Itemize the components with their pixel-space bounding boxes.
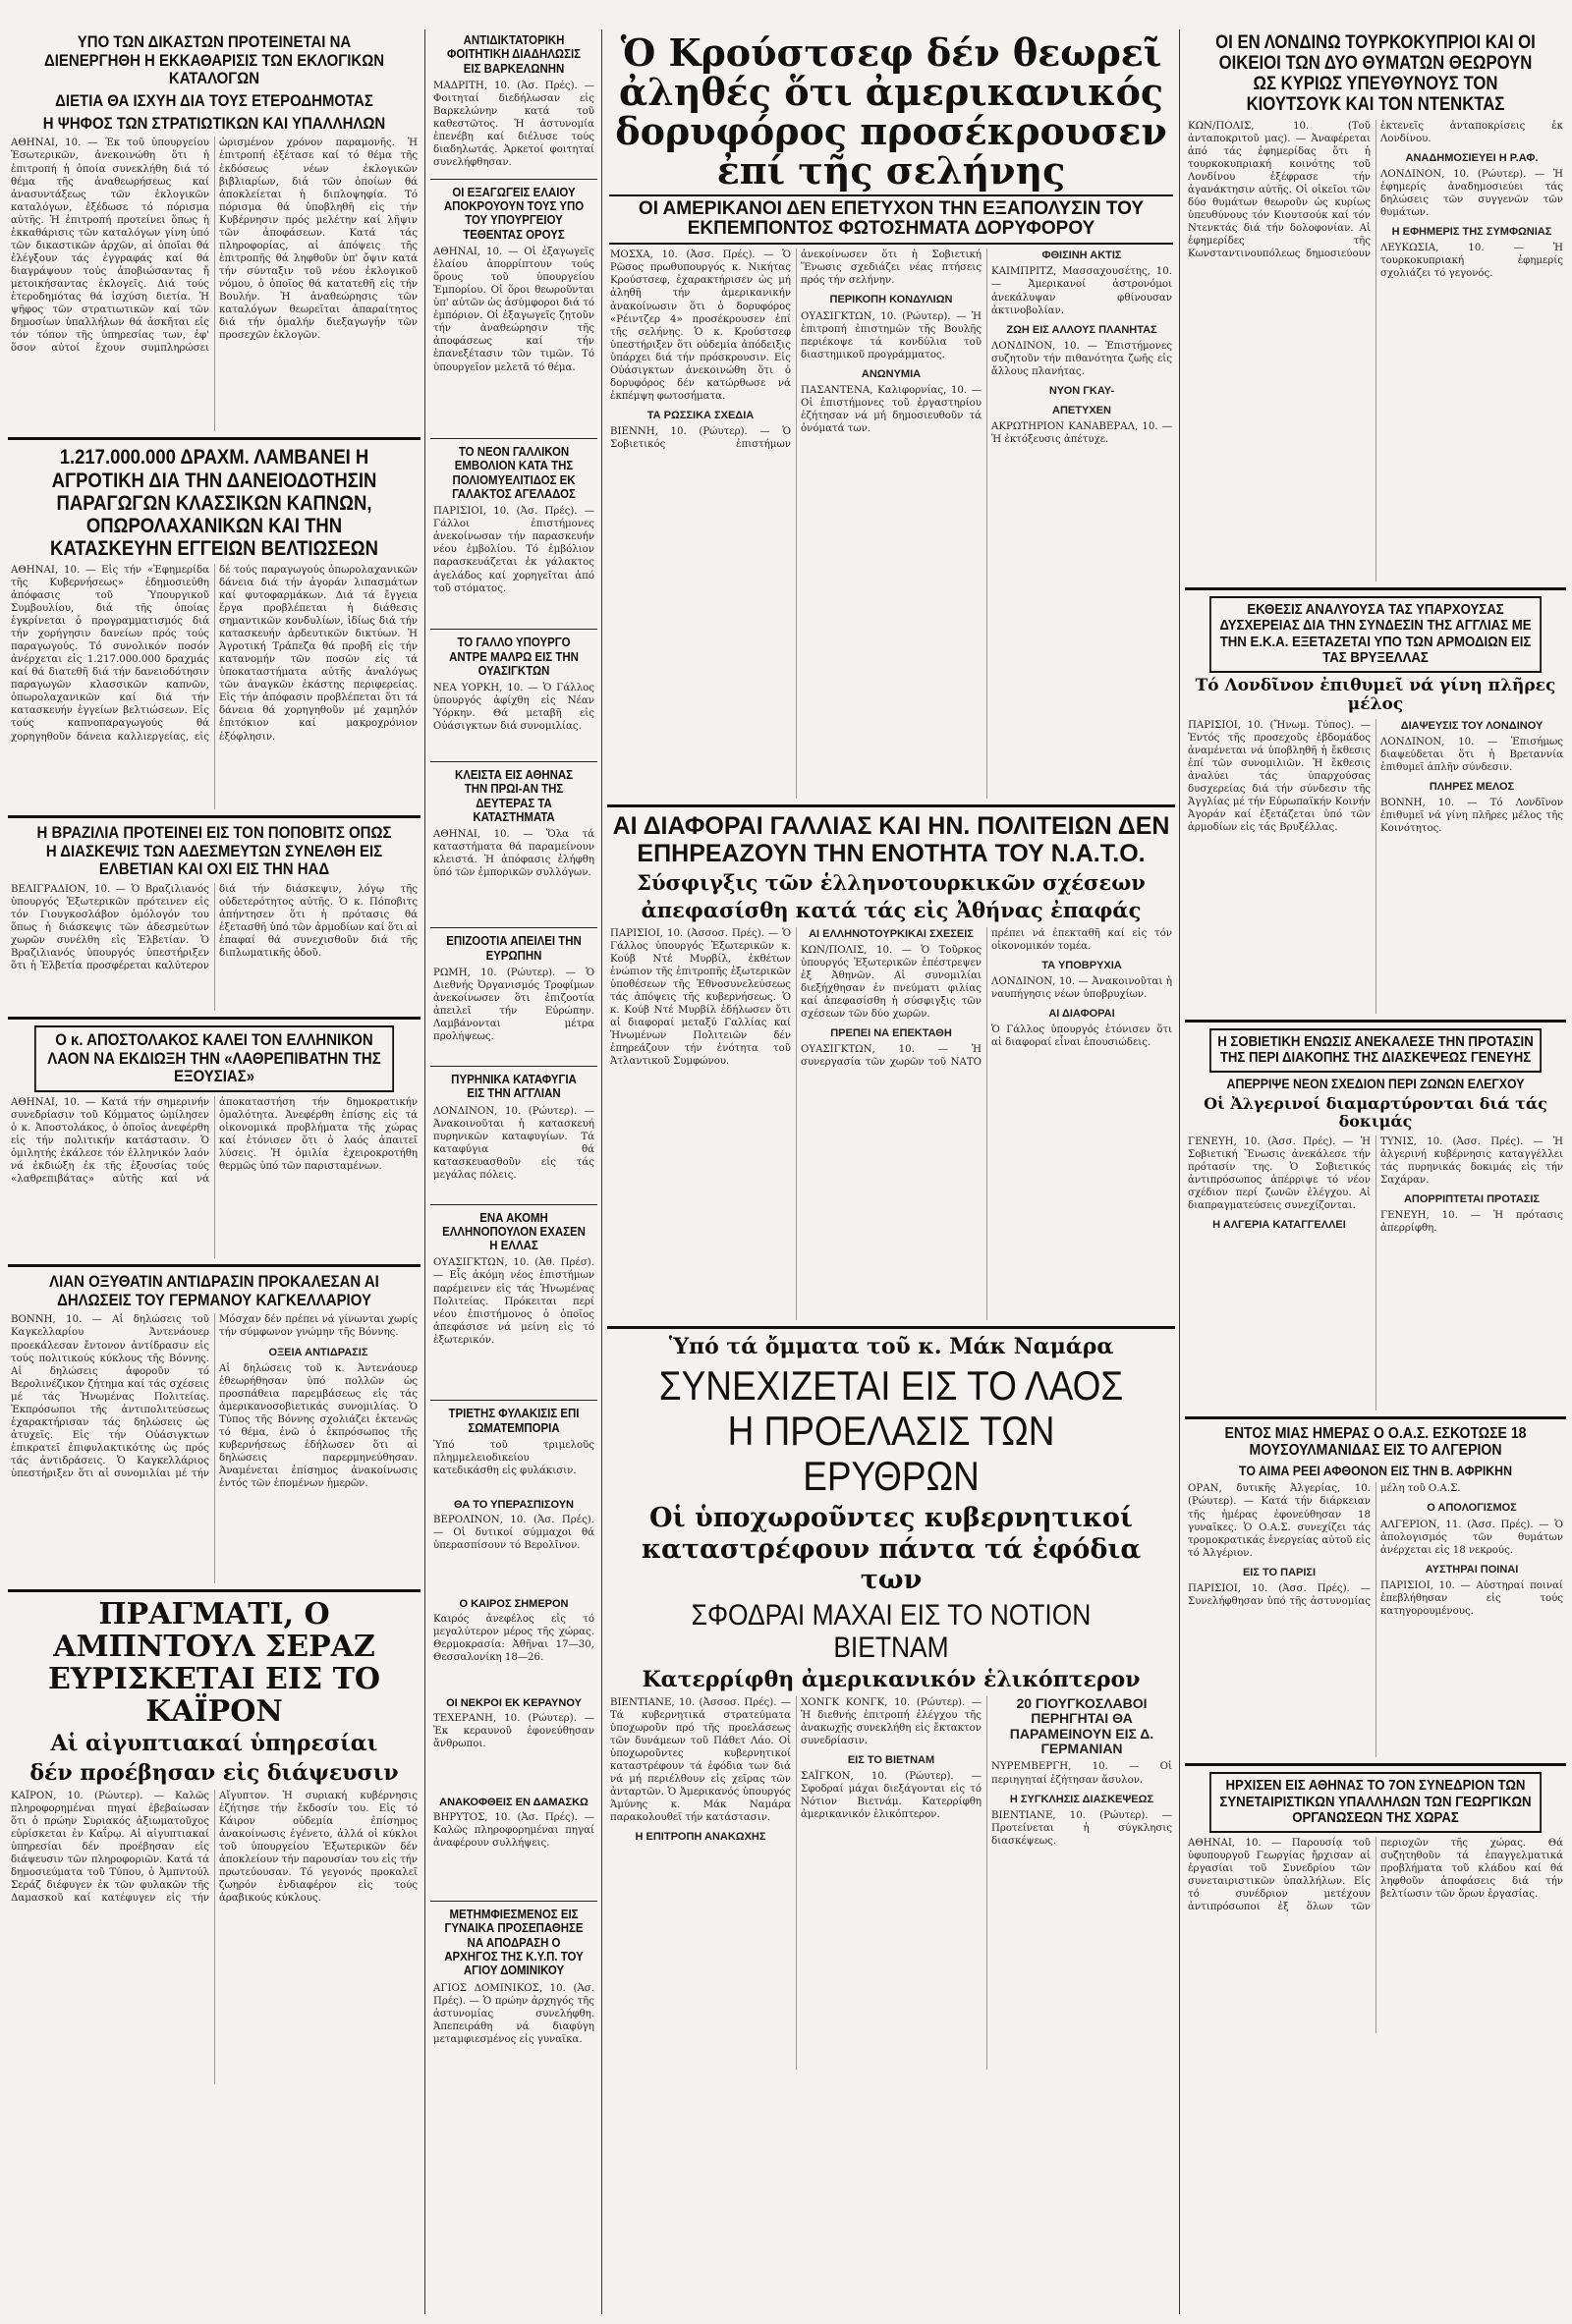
headline-german-chancellor: ΛΙΑΝ ΟΞΥΘΑΤΙΝ ΑΝΤΙΔΡΑΣΙΝ ΠΡΟΚΑΛΕΣΑΝ ΑΙ ΔΗΛΩΣΕΙΣ ΤΟΥ ΓΕΡΜΑΝΟΥ ΚΑΓΚΕΛΛΑΡΙΟΥ [49,1272,379,1309]
article-text: ΤΕΧΕΡΑΝΗ, 10. (Ρώυτερ). — Ἐκ κεραυνοῦ ἐφονεύθησαν ἄνθρωποι. [433,1713,594,1750]
article-greek-youth: ΟΥΑΣΙΓΚΤΩΝ, 10. (Ἀθ. Πρέσ). — Εἷς ἀκόμη νέος ἐπιστήμων παρέμεινεν εἰς τάς Ἡνωμένας Πολιτείας. Πρόκειται περί νέου ἐπιστήμονος ὁ ὁποῖος ἀπεφάσισε νά μείνη εἰς τό ἐξωτερικόν. [433,1257,594,1346]
article-weather: Καιρός ἀνεφέλος εἰς τό μεγαλύτερον μέρος τῆς χώρας. Θερμοκρασία: Ἀθῆναι 17—30, Θεσσαλονίκη 18—26. [433,1614,594,1664]
article-france-usa-nato: ΠΑΡΙΣΙΟΙ, 10. (Ἀσσοσ. Πρές). — Ὁ Γάλλος ὑπουργός Ἐξωτερικῶν κ. Κούβ Ντέ Μυρβίλ, ἐκθέτων ἐνώπιον τῆς ἐπιτροπῆς ἐξωτερικῶν ὑποθέσεων τῆς Ἐθνοσυνελεύσεως τάς ἀπόψεις τῆς κυβερνήσεως. Ὁ κ. Κούβ Ντέ Μυρβίλ ἐδήλωσεν ὅτι αἱ διαφοραί μεταξύ Γαλλίας καί Ἡνωμένων Πολιτειῶν δέν ἐπηρεάζουν τήν ἑνότητα τοῦ Ἀτλαντικοῦ Συμφώνου. ΑΙ ΕΛΛΗΝΟΤΟΥΡΚΙΚΑΙ ΣΧΕΣΕΙΣ ΚΩΝ/ΠΟΛΙΣ, 10. — Ὁ Τοῦρκος ὑπουργός Ἐξωτερικῶν ἐπέστρεψεν ἐξ Ἀθηνῶν. Αἱ συνομιλίαι διεξήχθησαν ἐν πνεύματι φιλίας καί ἀπεφασίσθη ἡ σύσφιγξις τῶν σχέσεων τῶν δύο χωρῶν. ΠΡΕΠΕΙ ΝΑ ΕΠΕΚΤΑΘΗ ΟΥΑΣΙΓΚΤΩΝ, 10. — Ἡ συνεργασία τῶν χωρῶν τοῦ ΝΑΤΟ πρέπει νά ἐπεκταθῆ καί εἰς τόν οἰκονομικόν τομέα. ΤΑ ΥΠΟΒΡΥΧΙΑ ΛΟΝΔΙΝΟΝ, 10. — Ἀνακοινοῦται ἡ ναυπήγησις νέων ὑποβρυχίων. ΑΙ ΔΙΑΦΟΡΑΙ Ὁ Γάλλος ὑπουργός ἐτόνισεν ὅτι αἱ διαφοραί εἶναι ἐπουσιώδεις. [610,927,1172,1069]
article-text: ΝΕΑ ΥΟΡΚΗ, 10. — Ὁ Γάλλος ὑπουργός ἀφίχθη εἰς Νέαν Ὑόρκην. [433,683,594,720]
subhead-failed: ΑΠΕΤΥΧΕΝ [1052,404,1111,416]
headline-cooperative-congress: ΗΡΧΙΣΕΝ ΕΙΣ ΑΘΗΝΑΣ ΤΟ 7ΟΝ ΣΥΝΕΔΡΙΟΝ ΤΩΝ ΣΥΝΕΤΑΙΡΙΣΤΙΚΩΝ ΥΠΑΛΛΗΛΩΝ ΤΩΝ ΓΕΩΡΓΙΚΩΝ ΟΡΓΑΝΩΣΕΩΝ ΤΗΣ ΧΩΡΑΣ [1209,1772,1542,1833]
subhead-vietnam-battles: ΣΦΟΔΡΑΙ ΜΑΧΑΙ ΕΙΣ ΤΟ ΝΟΤΙΟΝ ΒΙΕΤΝΑΜ [691,1598,1092,1664]
divider [8,1017,421,1020]
article-text: ΑΘΗΝΑΙ, 10. — Παρουσίᾳ τοῦ ὑφυπουργοῦ Γεωργίας ἤρχισαν αἱ ἐργασίαι τοῦ Συνεδρίου τῶν συνεταιριστικῶν ὑπαλλήλων. [1188,1837,1371,1888]
headline-turkish-cypriots: ΟΙ ΕΝ ΛΟΝΔΙΝΩ ΤΟΥΡΚΟΚΥΠΡΙΟΙ ΚΑΙ ΟΙ ΟΙΚΕΙΟΙ ΤΩΝ ΔΥΟ ΘΥΜΑΤΩΝ ΘΕΩΡΟΥΝ ΩΣ ΚΥΡΙΩΣ ΥΠΕΥΘΥΝΟΥΣ ΤΟΝ ΚΙΟΥΤΣΟΥΚ ΚΑΙ ΤΟΝ ΝΤΕΝΚΤΑΣ [1215,32,1536,115]
column-4 [1185,29,1566,2314]
divider [1185,587,1566,590]
subhead-harsh-penalties: ΑΥΣΤΗΡΑΙ ΠΟΙΝΑΙ [1425,1563,1519,1576]
article-text: ΑΘΗΝΑΙ, 10. — Ὅλα τά καταστήματα θά παραμείνουν κλειστά. [433,829,594,866]
subhead-full-member: Τό Λονδῖνον ἐπιθυμεῖ νά γίνη πλῆρες μέλος [1195,675,1556,715]
headline-khrushchev-moon: Ὁ Κρούστσεφ δέν θεωρεῖ ἀληθές ὅτι ἀμερικανικός δορυφόρος προσέκρουσεν ἐπί τῆς σελήνης [615,30,1167,193]
article-shops-closed: ΑΘΗΝΑΙ, 10. — Ὅλα τά καταστήματα θά παραμείνουν κλειστά. Ἡ ἀπόφασις ἐλήφθη ὑπό τῶν ἐμπορικῶν συλλόγων. [433,829,594,879]
article-text: ΑΘΗΝΑΙ, 10. — Έκ τοῦ ὑπουργείου Ἐσωτερικῶν, ἀνεκοινώθη ὅτι ἡ ἐπιτροπή ἡ ὁποία συνεκλήθη διά τό θέμα τῆς ἀναθεωρήσεως καί ἀνασυντάξεως τῶν ἐκλογικῶν καταλόγων, ἐξέδωσε τό πόρισμα αὐτῆς. [11,138,209,226]
subhead-greek-turkish: Σύσφιγξις τῶν ἑλληνοτουρκικῶν σχέσεων [637,870,1146,896]
headline-weather: Ο ΚΑΙΡΟΣ ΣΗΜΕΡΟΝ [459,1598,569,1611]
headline-malraux: ΤΟ ΓΑΛΛΟ ΥΠΟΥΡΓΟ ΑΝΤΡΕ ΜΑΛΡΩ ΕΙΣ ΤΗΝ ΟΥΑΣΙΓΚΤΩΝ [449,635,579,678]
article-text: ΚΑΪΡΟΝ, 10. (Ρώυτερ). — Καλῶς πληροφορημέναι πηγαί ἐβεβαίωσαν ὅτι ὁ πρώην Συριακός ἀξιωματοῦχος εὑρίσκεται ἐν Καΐρῳ. [11,1791,209,1841]
divider [430,179,597,180]
article-text: Ὑπό τοῦ τριμελοῦς πλημμελειοδικείου κατεδικάσθη εἰς φυλάκισιν. [433,1440,594,1477]
subhead-proposal-rejected: ΑΠΟΡΡΙΠΤΕΤΑΙ ΠΡΟΤΑΣΙΣ [1403,1193,1541,1206]
article-text: ΛΟΝΔΙΝΟΝ, 10. (Ρώυτερ). — Ἀνακοινοῦται ἡ κατασκευή πυρηνικῶν καταφυγίων. [433,1105,594,1142]
article-text: ΑΘΗΝΑΙ, 10. — Οἱ ἐξαγωγεῖς ἐλαίου ἀπορρίπτουν τούς ὅρους τοῦ ὑπουργείου Ἐμπορίου. [433,247,594,297]
article-text: ΒΙΕΝΤΙΑΝΕ, 10. (Ἀσσοσ. Πρές). — Τά κυβερνητικά στρατεύματα ὑποχωροῦν πρό τῆς προελάσεως τῶν δυνάμεων τοῦ Πάθετ Λάο. [610,1696,791,1747]
subhead-control-zones: ΑΠΕΡΡΙΨΕ ΝΕΟΝ ΣΧΕΔΙΟΝ ΠΕΡΙ ΖΩΝΩΝ ΕΛΕΓΧΟΥ [1226,1075,1525,1091]
subhead-greek-turkish-relations: ΑΙ ΕΛΛΗΝΟΤΟΥΡΚΙΚΑΙ ΣΧΕΣΕΙΣ [809,927,974,940]
article-text: ΒΟΝΝΗ, 10. — Αἱ δηλώσεις τοῦ Καγκελλαρίου Ἀντενάουερ προεκάλεσαν ἔντονον ἀντίδρασιν εἰς τούς πολιτικούς κύκλους τῆς Βόννης. [11,1314,209,1364]
divider [430,927,597,928]
subhead-sharp-reaction: ΟΞΕΙΑ ΑΝΤΙΔΡΑΣΙΣ [268,1346,368,1358]
subhead-egyptian-services: Αἱ αἰγυπτιακαί ὑπηρεσίαι [50,1731,378,1757]
headline-brazil-popovic: Η ΒΡΑΖΙΛΙΑ ΠΡΟΤΕΙΝΕΙ ΕΙΣ ΤΟΝ ΠΟΠΟΒΙΤΣ ΟΠΩΣ Η ΔΙΑΣΚΕΨΙΣ ΤΩΝ ΑΔΕΣΜΕΥΤΩΝ ΣΥΝΕΛΘΗ ΕΙΣ ΕΛΒΕΤΙΑΝ ΚΑΙ ΟΧΙ ΕΙΣ ΤΗΝ ΗΑΔ [36,822,392,879]
column-2 [430,29,597,2314]
article-german-chancellor: ΒΟΝΝΗ, 10. — Αἱ δηλώσεις τοῦ Καγκελλαρίου Ἀντενάουερ προεκάλεσαν ἔντονον ἀντίδρασιν εἰς τούς πολιτικούς κύκλους τῆς Βόννης. Αἱ δηλώσεις ἀφοροῦν τό Βερολινέζικον ζήτημα καί τάς σχέσεις μέ τάς Ἡνωμένας Πολιτείας. Ἐκπρόσωποι τῆς ἀντιπολιτεύσεως ἐχαρακτήρισαν τάς δηλώσεις ὡς ἀτυχεῖς. Εἰς τήν Οὐάσιγκτων ἐπικρατεῖ ἐπιφυλακτικότης ὡς πρός τάς ἀντιδράσεις. Ὁ Καγκελλάριος ὑπεστήριξεν ὅτι αἱ συνομιλίαι μέ τήν Μόσχαν δέν πρέπει νά γίνωνται χωρίς τήν σύμφωνον γνώμην τῆς Βόννης. ΟΞΕΙΑ ΑΝΤΙΔΡΑΣΙΣ Αἱ δηλώσεις τοῦ κ. Ἀντενάουερ ἐθεωρήθησαν ὑπό πολλῶν ὡς προσπάθεια παρεμβάσεως εἰς τάς ἀμερικανοσοβιετικάς συνομιλίας. Ὁ Τύπος τῆς Βόννης σχολιάζει ἐκτενῶς τό θέμα, ἐνῶ ὁ ἐκπρόσωπος τῆς κυβερνήσεως ἐδήλωσεν ὅτι αἱ δηλώσεις παρερμηνεύθησαν. Ἀναμένεται ἐπίσημος ἀνακοίνωσις ἐντός τῶν ἑπομένων ἡμερῶν. [11,1314,418,1489]
headline-will-defend: ΘΑ ΤΟ ΥΠΕΡΑΣΠΙΣΟΥΝ [453,1499,574,1512]
subhead-helicopter: Κατερρίφθη ἀμερικανικόν ἑλικόπτερον [642,1666,1141,1692]
article-text: ΒΕΡΟΛΙΝΟΝ, 10. (Ἀσ. Πρές). — Οἱ δυτικοί σύμμαχοι θά ὑπερασπίσουν τό Βερολῖνον. [433,1515,594,1552]
article-text: ΠΑΡΙΣΙΟΙ, 10. (Ἀσ. Πρές). — Γάλλοι ἐπιστήμονες ἀνεκοίνωσαν τήν παρασκευήν νέου ἐμβολίου. [433,506,594,556]
article-lightning-dead [433,1712,594,1791]
article-text: ΠΑΡΙΣΙΟΙ, 10. (Ἤνωμ. Τύπος). — Ἐντός τῆς προσεχοῦς ἑβδομάδος ἀναμένεται νά ὑποβληθῆ ἡ ἔκθεσις ἐπί τῶν συνομιλιῶν. [1188,719,1371,769]
article-cooperative-congress: ΑΘΗΝΑΙ, 10. — Παρουσίᾳ τοῦ ὑφυπουργοῦ Γεωργίας ἤρχισαν αἱ ἐργασίαι τοῦ Συνεδρίου τῶν συνεταιριστικῶν ὑπαλλήλων. Εἰς τό συνέδριον μετέχουν ἀντιπρόσωποι ἐξ ὅλων τῶν περιοχῶν τῆς χώρας. Θά συζητηθοῦν τά ἐπαγγελματικά προβλήματα τοῦ κλάδου καί θά ληφθοῦν ἀποφάσεις διά τήν βελτίωσιν τῶν ὅρων ἐργασίας. [1188,1837,1563,1913]
headline-uk-eec: ΕΚΘΕΣΙΣ ΑΝΑΛΥΟΥΣΑ ΤΑΣ ΥΠΑΡΧΟΥΣΑΣ ΔΥΣΧΕΡΕΙΑΣ ΔΙΑ ΤΗΝ ΣΥΝΔΕΣΙΝ ΤΗΣ ΑΓΓΛΙΑΣ ΜΕ ΤΗΝ Ε.Κ.Α. ΕΞΕΤΑΖΕΤΑΙ ΥΠΟ ΤΩΝ ΑΡΜΟΔΙΩΝ ΕΙΣ ΤΑΣ ΒΡΥΞΕΛΛΑΣ [1209,596,1542,673]
subhead-anonymity: ΑΝΩΝΥΜΙΑ [861,367,922,380]
article-text: ΟΥΑΣΙΓΚΤΩΝ, 10. (Ἀθ. Πρέσ). — Εἷς ἀκόμη νέος ἐπιστήμων παρέμεινεν εἰς τάς Ἡνωμένας Πολιτείας. [433,1257,594,1307]
subhead-in-paris: ΕΙΣ ΤΟ ΠΑΡΙΣΙ [1242,1566,1317,1578]
article-barcelona-demo: ΜΑΔΡΙΤΗ, 10. (Ἀσ. Πρές). — Φοιτηταί διεδήλωσαν εἰς Βαρκελώνην κατά τοῦ καθεστῶτος. Ἡ ἀστυνομία ἐπενέβη καί διέλυσε τούς διαδηλωτάς. Ἀρκετοί φοιτηταί συνελήφθησαν. [433,80,594,169]
divider [8,1589,421,1592]
divider [1185,1763,1566,1766]
subhead-in-vietnam: ΕΙΣ ΤΟ ΒΙΕΤΝΑΜ [847,1754,935,1767]
headline-soviet-geneva: Η ΣΟΒΙΕΤΙΚΗ ΕΝΩΣΙΣ ΑΝΕΚΑΛΕΣΕ ΤΗΝ ΠΡΟΤΑΣΙΝ ΤΗΣ ΠΕΡΙ ΔΙΑΚΟΠΗΣ ΤΗΣ ΔΙΑΣΚΕΨΕΩΣ ΓΕΝΕΥΗΣ [1209,1028,1542,1073]
article-soviet-geneva: ΓΕΝΕΥΗ, 10. (Ἀσσ. Πρές). — Ἡ Σοβιετική Ἕνωσις ἀνεκάλεσε τήν πρότασίν της. Ὁ Σοβιετικός ἀντιπρόσωπος ἀπέρριψε τό νέον σχέδιον περί ζωνῶν ἐλέγχου. Αἱ διαπραγματεύσεις συνεχίζονται. Η ΑΛΓΕΡΙΑ ΚΑΤΑΓΓΕΛΛΕΙ ΤΥΝΙΣ, 10. (Ἀσσ. Πρές). — Ἡ ἀλγερινή κυβέρνησις καταγγέλλει τάς πυρηνικάς δοκιμάς εἰς τήν Σαχάραν. ΑΠΟΡΡΙΠΤΕΤΑΙ ΠΡΟΤΑΣΙΣ ΓΕΝΕΥΗ, 10. — Ἡ πρότασις ἀπερρίφθη. [1188,1135,1563,1235]
article-turkish-cypriots: ΚΩΝ/ΠΟΛΙΣ, 10. (Τοῦ ἀνταποκριτοῦ μας). — Ἀναφέρεται ἀπό τάς ἐφημερίδας ὅτι ἡ τουρκοκυπριακή κοινότης τοῦ Λονδίνου ἐξέφρασε τήν ἀγανάκτησιν αὐτῆς. Οἱ οἰκεῖοι τῶν δύο θυμάτων θεωροῦν ὡς κυρίως ὑπευθύνους τόν Κιουτσούκ καί τόν Ντενκτάς διά τήν δολοφονίαν. Αἱ ἐφημερίδες τῆς Κωνσταντινουπόλεως δημοσιεύουν ἐκτενεῖς ἀνταποκρίσεις ἐκ Λονδίνου. ΑΝΑΔΗΜΟΣΙΕΥΕΙ Η Ρ.ΑΦ. ΛΟΝΔΙΝΟΝ, 10. (Ρώυτερ). — Ἡ ἐφημερίς ἀναδημοσιεύει τάς δηλώσεις τῶν συγγενῶν τῶν θυμάτων. Η ΕΦΗΜΕΡΙΣ ΤΗΣ ΣΥΜΦΩΝΙΑΣ ΛΕΥΚΩΣΙΑ, 10. — Ἡ τουρκοκυπριακή ἐφημερίς σχολιάζει τό γεγονός. [1188,120,1563,280]
article-nuclear-shelters: ΛΟΝΔΙΝΟΝ, 10. (Ρώυτερ). — Ἀνακοινοῦται ἡ κατασκευή πυρηνικῶν καταφυγίων. Τά καταφύγια θά κατασκευασθοῦν εἰς τάς μεγάλας πόλεις. [433,1105,594,1181]
article-laos-reds: ΒΙΕΝΤΙΑΝΕ, 10. (Ἀσσοσ. Πρές). — Τά κυβερνητικά στρατεύματα ὑποχωροῦν πρό τῆς προελάσεως τῶν δυνάμεων τοῦ Πάθετ Λάο. Οἱ ὑποχωροῦντες κυβερνητικοί καταστρέφουν τά ἐφόδια των διά νά μή περιέλθουν εἰς χεῖρας τῶν ἀνταρτῶν. Ὁ Ἀμερικανός ὑπουργός Ἀμύνης κ. Μάκ Ναμάρα παρακολουθεῖ τήν κατάστασιν. Η ΕΠΙΤΡΟΠΗ ΑΝΑΚΩΧΗΣ ΧΟΝΓΚ ΚΟΝΓΚ, 10. (Ρώυτερ). — Ἡ διεθνής ἐπιτροπή ἐλέγχου τῆς ἀνακωχῆς συνεκλήθη εἰς ἔκτακτον συνεδρίασιν. ΕΙΣ ΤΟ ΒΙΕΤΝΑΜ ΣΑΪΓΚΟΝ, 10. (Ρώυτερ). — Σφοδραί μάχαι διεξάγονται εἰς τό Νότιον Βιετνάμ. Κατερρίφθη ἀμερικανικόν ἑλικόπτερον. 20 ΓΙΟΥΓΚΟΣΛΑΒΟΙ ΠΕΡΗΓΗΤΑΙ ΘΑ ΠΑΡΑΜΕΙΝΟΥΝ ΕΙΣ Δ. ΓΕΡΜΑΝΙΑΝ ΝΥΡΕΜΒΕΡΓΗ, 10. — Οἱ περιηγηταί ἐζήτησαν ἄσυλον. Η ΣΥΓΚΛΗΣΙΣ ΔΙΑΣΚΕΨΕΩΣ ΒΙΕΝΤΙΑΝΕ, 10. (Ρώυτερ). — Προτείνεται ἡ σύγκλησις διασκέψεως. [610,1695,1172,1847]
headline-nuclear-shelters: ΠΥΡΗΝΙΚΑ ΚΑΤΑΦΥΓΙΑ ΕΙΣ ΤΗΝ ΑΓΓΛΙΑΝ [451,1071,577,1101]
subhead-military-vote: Η ΨΗΦΟΣ ΤΩΝ ΣΤΡΑΤΙΩΤΙΚΩΝ ΚΑΙ ΥΠΑΛΛΗΛΩΝ [42,113,386,133]
subhead-satellite-failure: ΟΙ ΑΜΕΡΙΚΑΝΟΙ ΔΕΝ ΕΠΕΤΥΧΟΝ ΤΗΝ ΕΞΑΠΟΛΥΣΙΝ ΤΟΥ ΕΚΠΕΜΠΟΝΤΟΣ ΦΩΤΟΣΗΜΑΤΑ ΔΟΡΥΦΟΡΟΥ [609,194,1173,246]
headline-oas-algeria: ΕΝΤΟΣ ΜΙΑΣ ΗΜΕΡΑΣ Ο Ο.Α.Σ. ΕΣΚΟΤΩΣΕ 18 ΜΟΥΣΟΥΛΜΑΝΙΔΑΣ ΕΙΣ ΤΟ ΑΛΓΕΡΙΟΝ [1224,1424,1527,1460]
divider [8,1264,421,1267]
column-rule [601,29,602,2314]
article-text: ΓΕΝΕΥΗ, 10. (Ἀσσ. Πρές). — Ἡ Σοβιετική Ἕνωσις ἀνεκάλεσε τήν πρότασίν της. [1188,1135,1371,1173]
article-agricultural-loans: ΑΘΗΝΑΙ, 10. — Εἰς τήν «Ἐφημερίδα τῆς Κυβερνήσεως» ἐδημοσιεύθη ἀπόφασις τοῦ Ὑπουργικοῦ Συμβουλίου, διά τῆς ὁποίας ἐγκρίνεται ὁ προγραμματισμός διά τήν χορήγησιν δανείων πρός τούς παραγωγούς. Τό συνολικόν ποσόν ἀνέρχεται εἰς 1.217.000.000 δραχμάς καί θά διατεθῆ διά τήν δανειοδότησιν παραγωγῶν κλασσικῶν καπνῶν, ὀπωρολαχανικῶν καί διά τήν κατασκευήν ἐγγείων βελτιώσεων. Εἰς τούς καπνοπαραγωγούς θά χορηγηθοῦν δάνεια καλλιεργείας, εἰς δέ τούς παραγωγούς ὀπωρολαχανικῶν δάνεια διά τήν ἀγοράν λιπασμάτων καί φυτοφαρμάκων. Διά τά ἔγγεια ἔργα προβλέπεται ἡ διάθεσις σημαντικῶν κονδυλίων, ἰδίως διά τήν κατασκευήν ἀρδευτικῶν δικτύων. Ἡ Ἀγροτική Τράπεζα θά προβῆ εἰς τήν κατανομήν τῶν ποσῶν εἰς τά ὑποκαταστήματα αὐτῆς ἀναλόγως τῶν ἀναγκῶν ἑκάστης περιφερείας. Εἰς τήν ἀπόφασιν προβλέπεται ὅτι τά δάνεια θά χορηγηθοῦν μέ χαμηλόν ἐπιτόκιον καί μακροχρόνιον ἐξόφλησιν. [11,564,418,743]
article-text: ΑΘΗΝΑΙ, 10. — Εἰς τήν «Ἐφημερίδα τῆς Κυβερνήσεως» ἐδημοσιεύθη ἀπόφασις τοῦ Ὑπουργικοῦ Συμβουλίου, διά τῆς ὁποίας ἐγκρίνεται ὁ προγραμματισμός διά τήν χορήγησιν δανείων πρός τούς παραγωγούς. [11,564,209,653]
divider [1185,1020,1566,1023]
subhead-london-denial: ΔΙΑΨΕΥΣΙΣ ΤΟΥ ΛΟΝΔΙΝΟΥ [1400,719,1544,732]
article-text: ΟΡΑΝ, δυτικῆς Ἀλγερίας, 10. (Ρώυτερ). — Κατά τήν διάρκειαν τῆς ἡμέρας ἐφονεύθησαν 18 γυναῖκες. [1188,1483,1371,1533]
subhead-athens-contacts: ἀπεφασίσθη κατά τάς εἰς Ἀθήνας ἐπαφάς [641,898,1142,923]
subhead-toll: Ο ΑΠΟΛΟΓΙΣΜΟΣ [1427,1502,1517,1515]
article-text: ΒΕΛΙΓΡΑΔΙΟΝ, 10. — Ὁ Βραζιλιανός ὑπουργός Ἐξωτερικῶν πρότεινεν εἰς τόν Γιουγκοσλάβον ὁμόλογόν του ὅπως ἡ διάσκεψις τῶν ἀδεσμεύτων χωρῶν συνέλθη εἰς Ἐλβετίαν. [11,883,209,947]
headline-shops-closed: ΚΛΕΙΣΤΑ ΕΙΣ ΑΘΗΝΑΣ ΤΗΝ ΠΡΩΙ-ΑΝ ΤΗΣ ΔΕΥΤΕΡΑΣ ΤΑ ΚΑΤΑΣΤΗΜΑΤΑ [454,767,574,825]
subhead-russian-plans: ΤΑ ΡΩΣΣΙΚΑ ΣΧΕΔΙΑ [646,409,755,421]
headline-barcelona-demo: ΑΝΤΙΔΙΚΤΑΤΟΡΙΚΗ ΦΟΙΤΗΤΙΚΗ ΔΙΑΔΗΛΩΣΙΣ ΕΙΣ ΒΑΡΚΕΛΩΝΗΝ [446,32,582,76]
article-will-defend [433,1514,594,1592]
headline-dominican-escape: ΜΕΤΗΜΦΙΕΣΜΕΝΟΣ ΕΙΣ ΓΥΝΑΙΚΑ ΠΡΟΣΕΠΑΘΗΣΕ ΝΑ ΑΠΟΔΡΑΣΗ Ο ΑΡΧΗΓΟΣ ΤΗΣ Κ.Υ.Π. ΤΟΥ ΑΓΙΟΥ ΔΟΜΙΝΙΚΟΥ [444,1907,584,1978]
headline-polio-vaccine: ΤΟ ΝΕΟΝ ΓΑΛΛΙΚΟΝ ΕΜΒΟΛΙΟΝ ΚΑΤΑ ΤΗΣ ΠΟΛΙΟΜΥΕΛΙΤΙΔΟΣ ΕΚ ΓΑΛΑΚΤΟΣ ΑΓΕΛΑΔΟΣ [452,444,576,501]
headline-damascus-arrests: ΑΝΑΚΟΦΘΕΙΣ ΕΝ ΔΑΜΑΣΚΩ [439,1797,589,1809]
article-oil-exporters: ΑΘΗΝΑΙ, 10. — Οἱ ἐξαγωγεῖς ἐλαίου ἀπορρίπτουν τούς ὅρους τοῦ ὑπουργείου Ἐμπορίου. Οἱ ὅροι θεωροῦνται ὑπ' αὐτῶν ὡς ἀσύμφοροι διά τό ἐμπόριον. Οἱ ἐξαγωγεῖς ζητοῦν τήν ἀναθεώρησιν τῆς ἀποφάσεως καί τήν ἐπανεξέτασιν τῶν τιμῶν. Τό ὑπουργεῖον μελετᾶ τό θέμα. [433,247,594,373]
article-text: ΚΩΝ/ΠΟΛΙΣ, 10. (Τοῦ ἀνταποκριτοῦ μας). — Ἀναφέρεται ἀπό τάς ἐφημερίδας ὅτι ἡ τουρκοκυπριακή κοινότης τοῦ Λονδίνου ἐξέφρασε τήν ἀγανάκτησιν αὐτῆς. [1188,120,1371,195]
article-text: ΜΟΣΧΑ, 10. (Ἀσσ. Πρές). — Ὁ Ρῶσος πρωθυπουργός κ. Νικήτας Κρούστσεφ, ἐχαρακτήρισεν ὡς μή ἀληθῆ τήν ἀμερικανικήν ἀνακοίνωσιν ὅτι ὁ δορυφόρος «Ρέιντζερ 4» προσέκρουσεν ἐπί τῆς σελήνης. [610,249,791,338]
article-malraux: ΝΕΑ ΥΟΡΚΗ, 10. — Ὁ Γάλλος ὑπουργός ἀφίχθη εἰς Νέαν Ὑόρκην. Θά μεταβῆ εἰς Οὐάσιγκτων διά συνομιλίας. [433,683,594,733]
article-uk-eec: ΠΑΡΙΣΙΟΙ, 10. (Ἤνωμ. Τύπος). — Ἐντός τῆς προσεχοῦς ἑβδομάδος ἀναμένεται νά ὑποβληθῆ ἡ ἔκθεσις ἐπί τῶν συνομιλιῶν. Ἡ ἔκθεσις ἀναλύει τάς ὑπαρχούσας δυσχερείας διά τήν σύνδεσιν τῆς Ἀγγλίας μέ τήν Εὐρωπαϊκήν Κοινήν Ἀγοράν καί ἐξετάζεται ὑπό τῶν ἀρμοδίων εἰς τάς Βρυξέλλας. ΔΙΑΨΕΥΣΙΣ ΤΟΥ ΛΟΝΔΙΝΟΥ ΛΟΝΔΙΝΟΝ, 10. — Ἐπισήμως διαψεύδεται ὅτι ἡ Βρεταννία ἐπιθυμεῖ ἁπλῆν σύνδεσιν. ΠΛΗΡΕΣ ΜΕΛΟΣ ΒΟΝΝΗ, 10. — Τό Λονδῖνον ἐπιθυμεῖ νά γίνη πλῆρες μέλος τῆς Κοινότητος. [1188,719,1563,835]
subhead-blood-africa: ΤΟ ΑΙΜΑ ΡΕΕΙ ΑΦΘΟΝΟΝ ΕΙΣ ΤΗΝ Β. ΑΦΡΙΚΗΝ [1239,1463,1512,1479]
article-apostolakos: ΑΘΗΝΑΙ, 10. — Κατά τήν σημερινήν συνεδρίασιν τοῦ Κόμματος ὡμίλησεν ὁ κ. Ἀποστολάκος, ὁ ὁποῖος ἀνεφέρθη εἰς τήν πολιτικήν κατάστασιν. Ὁ ὁμιλητής ἐκάλεσε τόν ἑλληνικόν λαόν νά ἐκδιώξη ἐκ τῆς ἐξουσίας τούς «λαθρεπιβάτας» αὐτῆς καί νά ἀποκαταστήση τήν δημοκρατικήν ὁμαλότητα. Ἀνεφέρθη ἐπίσης εἰς τά οἰκονομικά προβλήματα τῆς χώρας καί ἐτόνισεν ὅτι ὁ λαός ἀπαιτεῖ λύσεις. Ἡ ὁμιλία ἐχειροκροτήθη θερμῶς ὑπό τῶν παρισταμένων. [11,1097,418,1186]
divider [607,1326,1175,1329]
article-dominican-escape: ΑΓΙΟΣ ΔΟΜΙΝΙΚΟΣ, 10. (Ἀσ. Πρές). — Ὁ πρώην ἀρχηγός τῆς ἀστυνομίας συνελήφθη. Ἀπεπειράθη νά διαφύγη μεταμφιεσμένος εἰς γυναῖκα. [433,1982,594,2045]
divider [430,1204,597,1205]
headline-lightning-dead: ΟΙ ΝΕΚΡΟΙ ΕΚ ΚΕΡΑΥΝΟΥ [446,1697,582,1710]
subhead-fading-ray: ΦΘΙΣΙΝΗ ΑΚΤΙΣ [1041,249,1122,262]
subhead-submarines: ΤΑ ΥΠΟΒΡΥΧΙΑ [1041,959,1122,971]
headline-yugoslav-tourists: 20 ΓΙΟΥΓΚΟΣΛΑΒΟΙ ΠΕΡΗΓΗΤΑΙ ΘΑ ΠΑΡΑΜΕΙΝΟΥΝ ΕΙΣ Δ. ΓΕΡΜΑΝΙΑΝ [1009,1695,1154,1757]
subhead-two-years: ΔΙΕΤΙΑ ΘΑ ΙΣΧΥΗ ΔΙΑ ΤΟΥΣ ΕΤΕΡΟΔΗΜΟΤΑΣ [55,91,373,111]
headline-electoral-lists: ΥΠΟ ΤΩΝ ΔΙΚΑΣΤΩΝ ΠΡΟΤΕΙΝΕΤΑΙ ΝΑ ΔΙΕΝΕΡΓΗΘΗ Η ΕΚΚΑΘΑΡΙΣΙΣ ΤΩΝ ΕΚΛΟΓΙΚΩΝ ΚΑΤΑΛΟΓΩΝ [43,32,385,88]
subhead-truce-committee: Η ΕΠΙΤΡΟΠΗ ΑΝΑΚΩΧΗΣ [635,1831,766,1844]
column-rule [424,29,425,2314]
article-polio-vaccine: ΠΑΡΙΣΙΟΙ, 10. (Ἀσ. Πρές). — Γάλλοι ἐπιστήμονες ἀνεκοίνωσαν τήν παρασκευήν νέου ἐμβολίου. Τό ἐμβόλιον παρασκευάζεται ἐκ γάλακτος ἀγελάδος καί χορηγεῖται ἀπό τοῦ στόματος. [433,506,594,594]
divider [8,437,421,440]
divider [607,804,1175,807]
subhead-raf-republishes: ΑΝΑΔΗΜΟΣΙΕΥΕΙ Η Ρ.ΑΦ. [1405,151,1539,164]
subhead-newsy: ΝΥΟΝ ΓΚΑΥ- [1048,384,1115,397]
article-khrushchev-moon: ΜΟΣΧΑ, 10. (Ἀσσ. Πρές). — Ὁ Ρῶσος πρωθυπουργός κ. Νικήτας Κρούστσεφ, ἐχαρακτήρισεν ὡς μή ἀληθῆ τήν ἀμερικανικήν ἀνακοίνωσιν ὅτι ὁ δορυφόρος «Ρέιντζερ 4» προσέκρουσεν ἐπί τῆς σελήνης. Ὁ κ. Κρούστσεφ ὑπεστήριξεν ὅτι οὐδεμία ἀπόδειξις ὑπάρχει διά τήν πρόσκρουσιν. Εἰς Οὐάσιγκτων ἀνεκοινώθη ὅτι ὁ δορυφόρος δέν κατώρθωσε νά ἐκπέμψη φωτοσήματα. ΤΑ ΡΩΣΣΙΚΑ ΣΧΕΔΙΑ ΒΙΕΝΝΗ, 10. (Ρώυτερ). — Ὁ Σοβιετικός ἐπιστήμων ἀνεκοίνωσεν ὅτι ἡ Σοβιετική Ἕνωσις σχεδιάζει νέας πτήσεις πρός τήν σελήνην. ΠΕΡΙΚΟΠΗ ΚΟΝΔΥΛΙΩΝ ΟΥΑΣΙΓΚΤΩΝ, 10. (Ρώυτερ). — Ἡ ἐπιτροπή ἐπιστημῶν τῆς Βουλῆς περιέκοψε τά κονδύλια τοῦ διαστημικοῦ προγράμματος. ΑΝΩΝΥΜΙΑ ΠΑΣΑΝΤΕΝΑ, Καλιφορνίας, 10. — Οἱ ἐπιστήμονες τοῦ ἐργαστηρίου ἐζήτησαν νά μή δημοσιευθοῦν τά ὀνόματά των. ΦΘΙΣΙΝΗ ΑΚΤΙΣ ΚΑΙΜΠΡΙΤΖ, Μασσαχουσέτης, 10. — Ἀμερικανοί ἀστρονόμοι ἀνεκάλυψαν φθίνουσαν ἀκτινοβολίαν. ΖΩΗ ΕΙΣ ΑΛΛΟΥΣ ΠΛΑΝΗΤΑΣ ΛΟΝΔΙΝΟΝ, 10. — Ἐπιστήμονες συζητοῦν τήν πιθανότητα ζωῆς εἰς ἄλλους πλανήτας. ΝΥΟΝ ΓΚΑΥ- ΑΠΕΤΥΧΕΝ ΑΚΡΩΤΗΡΙΟΝ ΚΑΝΑΒΕΡΑΛ, 10. — Ἡ ἐκτόξευσις ἀπέτυχε. [610,249,1172,451]
article-text: ΑΘΗΝΑΙ, 10. — Κατά τήν σημερινήν συνεδρίασιν τοῦ Κόμματος ὡμίλησεν ὁ κ. Ἀποστολάκος, ὁ ὁποῖος ἀνεφέρθη εἰς τήν πολιτικήν κατάστασιν. [11,1097,209,1147]
article-oas-algeria: ΟΡΑΝ, δυτικῆς Ἀλγερίας, 10. (Ρώυτερ). — Κατά τήν διάρκειαν τῆς ἡμέρας ἐφονεύθησαν 18 γυναῖκες. Ὁ Ο.Α.Σ. συνεχίζει τάς τρομοκρατικάς ἐνεργείας αὐτοῦ εἰς τό Ἀλγέριον. ΕΙΣ ΤΟ ΠΑΡΙΣΙ ΠΑΡΙΣΙΟΙ, 10. (Ἀσσ. Πρές). — Συνελήφθησαν ὑπό τῆς ἀστυνομίας μέλη τοῦ Ο.Α.Σ. Ο ΑΠΟΛΟΓΙΣΜΟΣ ΑΛΓΕΡΙΟΝ, 11. (Ἀσσ. Πρές). — Ὁ ἀπολογισμός τῶν θυμάτων ἀνέρχεται εἰς 18 νεκρούς. ΑΥΣΤΗΡΑΙ ΠΟΙΝΑΙ ΠΑΡΙΣΙΟΙ, 10. — Αὐστηραί ποιναί ἐπεβλήθησαν εἰς τούς κατηγορουμένους. [1188,1483,1563,1617]
headline-oil-exporters: ΟΙ ΕΞΑΓΩΓΕΙΣ ΕΛΑΙΟΥ ΑΠΟΚΡΟΥΟΥΝ ΤΟΥΣ ΥΠΟ ΤΟΥ ΥΠΟΥΡΓΕΙΟΥ ΤΕΘΕΝΤΑΣ ΟΡΟΥΣ [443,184,585,242]
kicker-mcnamara: Ὑπό τά ὄμματα τοῦ κ. Μάκ Ναμάρα [668,1333,1114,1359]
article-damascus-arrests [433,1811,594,1895]
divider [430,629,597,630]
article-text: ΡΩΜΗ, 10. (Ρώυτερ). — Ὁ Διεθνής Ὀργανισμός Τροφίμων ἀνεκοίνωσεν ὅτι ἐπιζοοτία ἀπειλεῖ τήν Εὐρώπην. [433,967,594,1018]
subhead-conference: Η ΣΥΓΚΛΗΣΙΣ ΔΙΑΣΚΕΨΕΩΣ [1009,1793,1154,1805]
headline-france-usa-nato: ΑΙ ΔΙΑΦΟΡΑΙ ΓΑΛΛΙΑΣ ΚΑΙ ΗΝ. ΠΟΛΙΤΕΙΩΝ ΔΕΝ ΕΠΗΡΕΑΖΟΥΝ ΤΗΝ ΕΝΟΤΗΤΑ ΤΟΥ Ν.Α.Τ.Ο. [612,812,1170,867]
dateline-canaveral: ΑΚΡΩΤΗΡΙΟΝ ΚΑΝΑΒΕΡΑΛ [991,420,1136,432]
subhead-retreating: Οἱ ὑποχωροῦντες κυβερνητικοί καταστρέφουν πάντα τά ἐφόδια των [641,1503,1142,1595]
headline-epizootic: ΕΠΙΖΟΟΤΙΑ ΑΠΕΙΛΕΙ ΤΗΝ ΕΥΡΩΠΗΝ [446,933,582,963]
article-text: ΑΓΙΟΣ ΔΟΜΙΝΙΚΟΣ, 10. (Ἀσ. Πρές). — Ὁ πρώην ἀρχηγός τῆς ἀστυνομίας συνελήφθη. [433,1982,594,2020]
headline-serraj-cairo: ΠΡΑΓΜΑΤΙ, Ο ΑΜΠΝΤΟΥΛ ΣΕΡΑΖ ΕΥΡΙΣΚΕΤΑΙ ΕΙΣ ΤΟ ΚΑΪΡΟΝ [47,1597,381,1730]
divider [430,1901,597,1902]
column-1 [8,29,421,2314]
column-rule [1179,29,1180,2314]
divider [430,1400,597,1401]
divider [430,438,597,439]
article-text: ΠΑΡΙΣΙΟΙ, 10. (Ἀσσοσ. Πρές). — Ὁ Γάλλος ὑπουργός Ἐξωτερικῶν κ. Κούβ Ντέ Μυρβίλ, ἐκθέτων ἐνώπιον τῆς ἐπιτροπῆς ἐξωτερικῶν ὑποθέσεων τῆς Ἐθνοσυνελεύσεως τάς ἀπόψεις τῆς κυβερνήσεως. [610,927,791,1003]
subhead-differences: ΑΙ ΔΙΑΦΟΡΑΙ [1048,1007,1115,1020]
subhead-no-denial: δέν προέβησαν εἰς διάψευσιν [29,1759,399,1786]
subhead-full-membership: ΠΛΗΡΕΣ ΜΕΛΟΣ [1429,780,1515,793]
divider [8,815,421,818]
article-serraj-cairo: ΚΑΪΡΟΝ, 10. (Ρώυτερ). — Καλῶς πληροφορημέναι πηγαί ἐβεβαίωσαν ὅτι ὁ πρώην Συριακός ἀξιωματοῦχος εὑρίσκεται ἐν Καΐρῳ. Αἱ αἰγυπτιακαί ὑπηρεσίαι δέν προέβησαν εἰς διάψευσιν τῶν πληροφοριῶν. Κατά τά δημοσιεύματα τοῦ Τύπου, ὁ Ἀμπντούλ Σεράζ διέφυγεν ἐκ τῶν φυλακῶν τῆς Δαμασκοῦ καί κατέφυγεν εἰς τήν Αἴγυπτον. Ἡ συριακή κυβέρνησις ἐζήτησε τήν ἔκδοσίν του. Εἰς τό Κάιρον οὐδεμία ἐπίσημος ἀνακοίνωσις ἐγένετο, ἀλλά οἱ κύκλοι τοῦ ὑπουργείου Ἐξωτερικῶν δέν ἀποκλείουν τήν παρουσίαν του εἰς τήν πρωτεύουσαν. Τό γεγονός προκαλεῖ ζωηρόν ἐνδιαφέρον εἰς τούς ἀραβικούς κύκλους. [11,1791,418,1905]
article-electoral-lists: ΑΘΗΝΑΙ, 10. — Έκ τοῦ ὑπουργείου Ἐσωτερικῶν, ἀνεκοινώθη ὅτι ἡ ἐπιτροπή ἡ ὁποία συνεκλήθη διά τό θέμα τῆς ἀναθεωρήσεως καί ἀνασυντάξεως τῶν ἐκλογικῶν καταλόγων, ἐξέδωσε τό πόρισμα αὐτῆς. Ἡ ἐπιτροπή προτείνει ὅπως ἡ ἐκκαθάρισις τῶν καταλόγων γίνη ὑπό τῶν δικαστικῶν ἀρχῶν, αἱ ὁποῖαι θά ἐλέγξουν τάς ἐγγραφάς καί θά διαγράψουν τούς ἀποβιώσαντας ἤ μετοικήσαντας ἐκλογεῖς. Διά τούς ἑτεροδημότας θά ἰσχύση διετία. Ἡ ψῆφος τῶν στρατιωτικῶν καί τῶν δημοσίων ὑπαλλήλων θά ἀσκῆται εἰς τόν τόπον τῆς ὑπηρεσίας των, ἐφ' ὅσον αὐτοί ἔχουν συμπληρώσει ὡρισμένον χρόνον παραμονῆς. Ἡ ἐπιτροπή ἐξέτασε καί τό θέμα τῆς ἐκδόσεως νέων ἐκλογικῶν βιβλιαρίων, διά τῶν ὁποίων θά ἀποκλείεται ἡ διπλοψηφία. Τό πόρισμα θά ὑποβληθῆ εἰς τήν Κυβέρνησιν πρός μελέτην καί λῆψιν τῶν ἀποφάσεων. Κατά τάς πληροφορίας, αἱ ἀπόψεις τῆς ἐπιτροπῆς θά ληφθοῦν ὑπ' ὄψιν κατά τήν σύνταξιν τοῦ νέου ἐκλογικοῦ νόμου, ὁ ὁποῖος θά κατατεθῆ εἰς τήν Βουλήν. Ἡ ἀναθεώρησις τῶν καταλόγων θεωρεῖται ἀπαραίτητος διά τήν ὁμαλήν διεξαγωγήν τῶν προσεχῶν ἐκλογῶν. [11,138,418,355]
subhead-algeria-denounces: Η ΑΛΓΕΡΙΑ ΚΑΤΑΓΓΕΛΛΕΙ [1212,1219,1346,1232]
article-text: ΒΗΡΥΤΟΣ, 10. (Ἀσ. Πρές). — Καλῶς πληροφορημέναι πηγαί ἀναφέρουν συλλήψεις. [433,1812,594,1850]
article-epizootic: ΡΩΜΗ, 10. (Ρώυτερ). — Ὁ Διεθνής Ὀργανισμός Τροφίμων ἀνεκοίνωσεν ὅτι ἐπιζοοτία ἀπειλεῖ τήν Εὐρώπην. Λαμβάνονται μέτρα προλήψεως. [433,967,594,1043]
divider [430,1066,597,1067]
column-3 [607,29,1175,2314]
article-text: ΜΑΔΡΙΤΗ, 10. (Ἀσ. Πρές). — Φοιτηταί διεδήλωσαν εἰς Βαρκελώνην κατά τοῦ καθεστῶτος. [433,80,594,131]
headline-agricultural-loans: 1.217.000.000 ΔΡΑΧΜ. ΛΑΜΒΑΝΕΙ Η ΑΓΡΟΤΙΚΗ ΔΙΑ ΤΗΝ ΔΑΝΕΙΟΔΟΤΗΣΙΝ ΠΑΡΑΓΩΓΩΝ ΚΛΑΣΣΙΚΩΝ ΚΑΠΝΩΝ, ΟΠΩΡΟΛΑΧΑΝΙΚΩΝ ΚΑΙ ΤΗΝ ΚΑΤΑΣΚΕΥΗΝ ΕΓΓΕΙΩΝ ΒΕΛΤΙΩΣΕΩΝ [50,446,378,560]
headline-laos-reds: ΣΥΝΕΧΙΖΕΤΑΙ ΕΙΣ ΤΟ ΛΑΟΣ Η ΠΡΟΕΛΑΣΙΣ ΤΩΝ ΕΡΥΘΡΩΝ [658,1361,1124,1500]
subhead-life-planets: ΖΩΗ ΕΙΣ ΑΛΛΟΥΣ ΠΛΑΝΗΤΑΣ [1006,323,1157,336]
article-brazil-popovic: ΒΕΛΙΓΡΑΔΙΟΝ, 10. — Ὁ Βραζιλιανός ὑπουργός Ἐξωτερικῶν πρότεινεν εἰς τόν Γιουγκοσλάβον ὁμόλογόν του ὅπως ἡ διάσκεψις τῶν ἀδεσμεύτων χωρῶν συνέλθη εἰς Ἐλβετίαν. Ὁ Βραζιλιανός ὑπουργός ὑπεστήριξεν ὅτι ἡ Ἐλβετία προσφέρεται καλύτερον διά τήν διάσκεψιν, λόγῳ τῆς οὐδετερότητος αὐτῆς. Ὁ κ. Πόποβιτς ἀπήντησεν ὅτι ἡ πρότασις θά ἐξετασθῆ ὑπό τῶν ἀρμοδίων καί ὅτι αἱ ἐπαφαί θά συνεχισθοῦν διά τῆς διπλωματικῆς ὁδοῦ. [11,883,418,972]
subhead-algerians-protest: Οἱ Ἀλγερινοί διαμαρτύρονται διά τάς δοκιμάς [1204,1094,1547,1132]
article-text: Καιρός ἀνεφέλος εἰς τό μεγαλύτερον μέρος τῆς χώρας. [433,1614,594,1638]
article-trafficking [433,1439,594,1493]
divider [430,761,597,762]
divider [1185,1416,1566,1419]
subhead-must-expand: ΠΡΕΠΕΙ ΝΑ ΕΠΕΚΤΑΘΗ [830,1026,952,1039]
subhead-agreement-paper: Η ΕΦΗΜΕΡΙΣ ΤΗΣ ΣΥΜΦΩΝΙΑΣ [1391,225,1552,238]
headline-trafficking: ΤΡΙΕΤΗΣ ΦΥΛΑΚΙΣΙΣ ΕΠΙ ΣΩΜΑΤΕΜΠΟΡΙΑ [448,1406,580,1435]
subhead-budget-cut: ΠΕΡΙΚΟΠΗ ΚΟΝΔΥΛΙΩΝ [829,294,953,306]
headline-greek-youth: ΕΝΑ ΑΚΟΜΗ ΕΛΛΗΝΟΠΟΥΛΟΝ ΕΧΑΣΕΝ Η ΕΛΛΑΣ [442,1209,586,1253]
headline-apostolakos: Ο κ. ΑΠΟΣΤΟΛΑΚΟΣ ΚΑΛΕΙ ΤΟΝ ΕΛΛΗΝΙΚΟΝ ΛΑΟΝ ΝΑ ΕΚΔΙΩΞΗ ΤΗΝ «ΛΑΘΡΕΠΙΒΑΤΗΝ ΤΗΣ ΕΞΟΥΣΙΑΣ» [34,1025,394,1092]
